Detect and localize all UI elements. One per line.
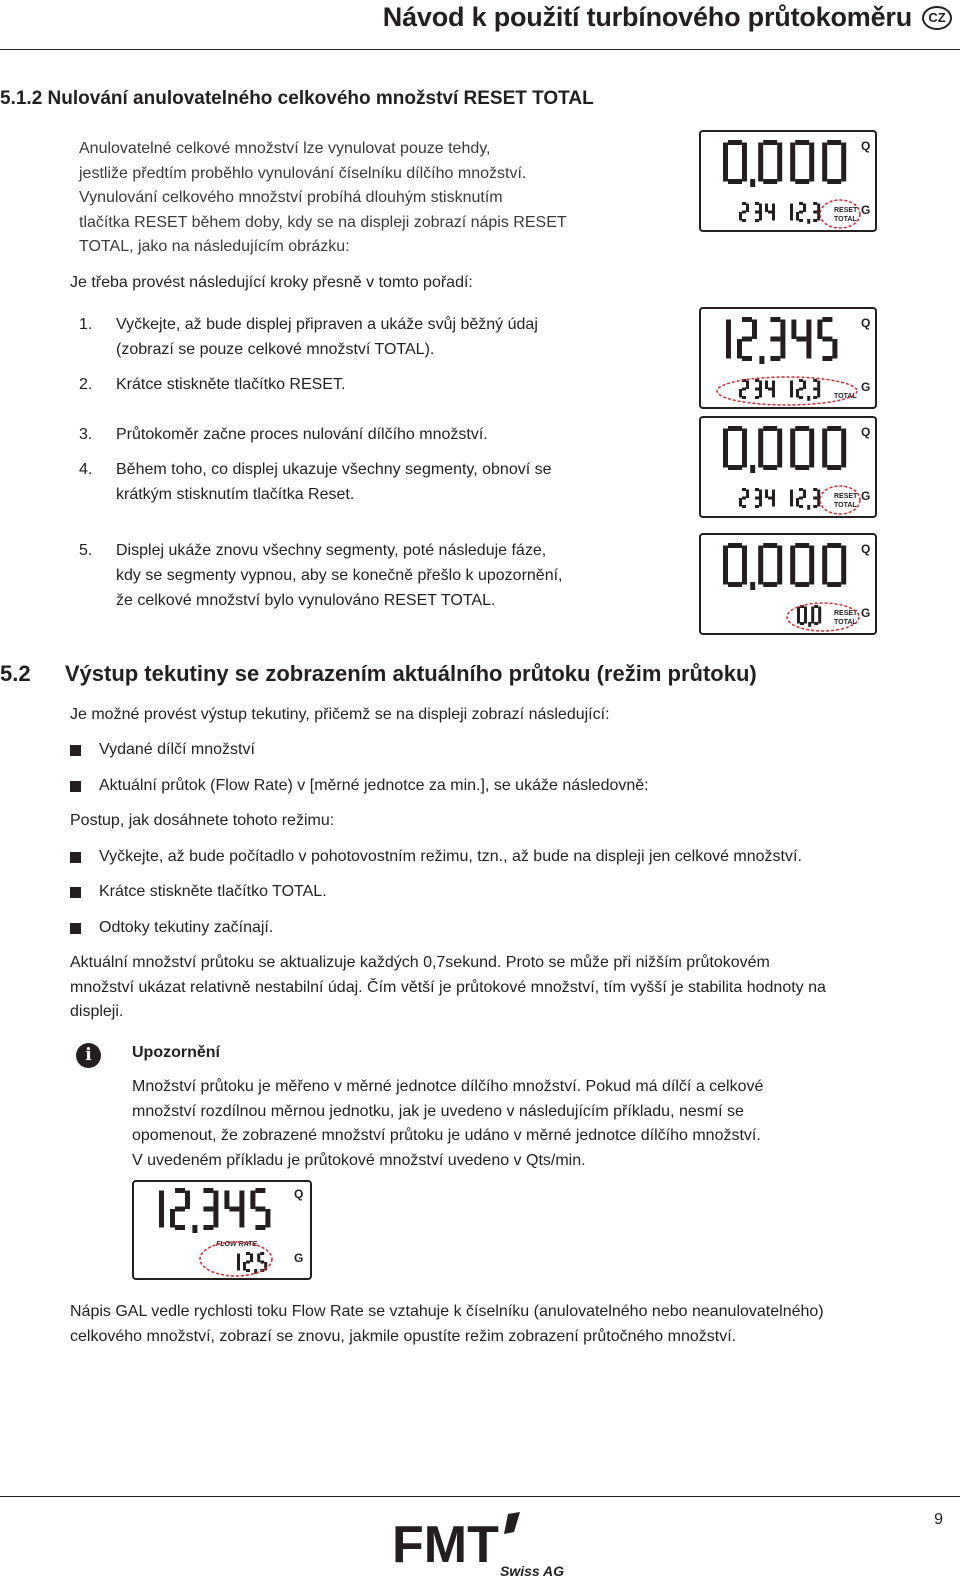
logo-subtext: Swiss AG <box>500 1563 565 1579</box>
lcd-digit <box>723 426 747 470</box>
steps-list <box>79 312 639 612</box>
lcd-unit-g: G <box>861 203 871 217</box>
lcd-digit <box>813 202 820 222</box>
step-item: 5. Displej ukáže znovu všechny segmenty, poté následuje fáze, kdy se segmenty vypnou, aby se konečně přešlo k upozornění, že celkové množství bylo vynulováno RESET TOTAL. <box>79 542 563 609</box>
lcd-tag-reset: RESET <box>834 493 858 500</box>
lcd-unit-q: Q <box>294 1187 304 1201</box>
lcd-tag-reset: RESET <box>834 207 858 214</box>
lcd-digit <box>822 543 846 587</box>
lcd-digit <box>755 488 762 508</box>
lcd-unit-q: Q <box>861 139 871 153</box>
lcd-unit-g: G <box>861 606 871 620</box>
logo-text: FMT <box>392 1516 499 1574</box>
update-paragraph: Aktuální množství průtoku se aktualizuje každých 0,7sekund. Proto se může při nižším průtokovém množství ukázat relativně nestabilní údaj. Čím větší je průtokové množství, tím vyšší je stabilita hodnoty na displeji. <box>70 954 826 1020</box>
lcd-tag-total: TOTAL <box>834 502 857 509</box>
lcd-digit <box>755 202 762 222</box>
lcd-flow-label: FLOW RATE <box>216 1241 258 1248</box>
lcd-tag-total: TOTAL <box>834 393 857 400</box>
lcd-digit <box>790 490 793 507</box>
lcd-digit <box>813 488 820 508</box>
lcd-digit <box>813 379 820 399</box>
lcd-comma <box>192 1225 197 1233</box>
lcd-digit <box>796 202 806 222</box>
bullet-item: Vydané dílčí množství <box>70 738 255 762</box>
lcd-digit <box>770 317 785 361</box>
note-body: Množství průtoku je měřeno v měrné jednotce dílčího množství. Pokud má dílčí a celkové množství rozdílnou měrnou jednotku, jak je uvedeno v následujícím příkladu, nesmí se opomenout, že zobrazené množství průtoku je udáno v měrné jednotce dílčího množství. V uvedeném příkladu je průtokové množství uvedeno v Qts/min. <box>132 1078 764 1169</box>
lcd-tag-total: TOTAL <box>834 619 857 626</box>
closing-paragraph: Nápis GAL vedle rychlosti toku Flow Rate se vztahuje k číselníku (anulovatelného nebo neanulovatelného) celkového množství, zobrazí se znovu, jakmile opustíte režim zobrazení průtočného množství. <box>70 1303 824 1345</box>
lcd-digit <box>796 379 806 399</box>
section-heading-5-1-2: 5.1.2 Nulování anulovatelného celkového množství RESET TOTAL <box>0 88 594 109</box>
language-badge: CZ <box>922 6 952 30</box>
section-heading-5-2: 5.2 Výstup tekutiny se zobrazením aktuálního průtoku (režim průtoku) <box>0 661 757 686</box>
lcd-digit <box>224 1191 244 1228</box>
section-5-2-intro: Je možné provést výstup tekutiny, přičemž se na displeji zobrazí následující: <box>70 706 610 723</box>
fmt-logo-graphic <box>392 1512 572 1582</box>
lcd-digit <box>790 140 814 184</box>
lcd-display-reset-segments <box>699 416 877 518</box>
lcd-digit <box>739 202 749 222</box>
lcd-unit-q: Q <box>861 542 871 556</box>
lcd-digit <box>237 1254 240 1271</box>
lcd-display-flow-rate <box>132 1180 312 1280</box>
header-divider <box>0 49 960 50</box>
lcd-digit <box>739 379 749 399</box>
step-item: 1. Vyčkejte, až bude displej připraven a ukáže svůj běžný údaj (zobrazí se pouze celkové množství TOTAL). <box>79 316 538 358</box>
page-header-title: Návod k použití turbínového průtokoměru <box>382 2 912 32</box>
intro-line: Anulovatelné celkové množství lze vynulovat pouze tehdy, <box>79 140 491 157</box>
intro-paragraph <box>79 137 567 260</box>
step-item: 3. Průtokoměr začne proces nulování dílčího množství. <box>79 426 488 443</box>
lcd-digit <box>755 379 762 399</box>
lcd-tag-reset: RESET <box>834 610 858 617</box>
lcd-digit <box>739 488 749 508</box>
lcd-digit <box>159 1191 164 1228</box>
page-number: 9 <box>934 1511 943 1528</box>
lcd-digit <box>811 605 821 625</box>
lcd-digit <box>822 426 846 470</box>
lcd-digit <box>726 320 731 359</box>
intro-line: Vynulování celkového množství probíhá dlouhým stisknutím <box>79 189 503 206</box>
intro-line: tlačítka RESET během doby, kdy se na displeji zobrazí nápis RESET <box>79 213 567 231</box>
highlight-circle <box>717 377 857 405</box>
lcd-comma <box>750 179 755 187</box>
lcd-digit <box>723 140 747 184</box>
lcd-comma <box>750 465 755 473</box>
lcd-digit <box>791 320 811 359</box>
lcd-comma <box>807 505 810 510</box>
lcd-digit <box>765 381 775 398</box>
lcd-display-reset-done <box>699 533 877 635</box>
lcd-unit-g: G <box>861 380 871 394</box>
bullet-item: Odtoky tekutiny začínají. <box>70 916 273 940</box>
lcd-digit <box>203 1188 218 1230</box>
lcd-digit <box>758 543 782 587</box>
lcd-digit <box>170 1188 190 1230</box>
lcd-digit <box>790 381 793 398</box>
lcd-digit <box>737 317 757 361</box>
bullet-item: Aktuální průtok (Flow Rate) v [měrné jednotce za min.], se ukáže následovně: <box>70 774 649 798</box>
lcd-display-reset-total <box>699 130 877 232</box>
lcd-unit-q: Q <box>861 425 871 439</box>
intro-line: jestliže předtím proběhlo vynulování číselníku dílčího množství. <box>79 164 527 182</box>
lcd-unit-g: G <box>294 1251 304 1265</box>
bullet-item: Krátce stiskněte tlačítko TOTAL. <box>70 880 327 904</box>
lcd-tag-total: TOTAL <box>834 216 857 223</box>
lcd-digit <box>765 204 775 221</box>
lcd-comma <box>807 396 810 401</box>
lcd-digit <box>790 543 814 587</box>
lcd-digit <box>790 204 793 221</box>
lcd-digit <box>243 1252 253 1272</box>
lcd-unit-q: Q <box>861 316 871 330</box>
bullet-item: Vyčkejte, až bude počítadlo v pohotovostním režimu, tzn., až bude na displeji jen celkové množství. <box>70 845 802 869</box>
info-icon: i <box>76 1043 101 1068</box>
step-item: 4. Během toho, co displej ukazuje všechny segmenty, obnoví se krátkým stisknutím tlačítka Reset. <box>79 461 552 503</box>
lcd-digit <box>817 317 837 361</box>
lcd-digit <box>765 490 775 507</box>
fmt-logo <box>392 1512 572 1587</box>
footer-divider <box>0 1496 960 1497</box>
lcd-unit-g: G <box>861 489 871 503</box>
steps-intro: Je třeba provést následující kroky přesně v tomto pořadí: <box>70 274 473 291</box>
lcd-digit <box>796 488 806 508</box>
highlight-circle <box>820 486 860 514</box>
note-title: Upozornění <box>132 1044 220 1061</box>
lcd-digit <box>822 140 846 184</box>
lcd-digit <box>250 1188 270 1230</box>
lcd-digit <box>758 140 782 184</box>
procedure-label: Postup, jak dosáhnete tohoto režimu: <box>70 812 335 829</box>
lcd-comma <box>759 356 764 364</box>
lcd-comma <box>807 219 810 224</box>
step-item: 2. Krátce stiskněte tlačítko RESET. <box>79 376 346 393</box>
lcd-comma <box>750 582 755 590</box>
highlight-circle <box>820 200 860 228</box>
intro-line: TOTAL, jako na následujícím obrázku: <box>79 238 350 255</box>
lcd-comma <box>808 622 811 627</box>
lcd-digit <box>723 543 747 587</box>
lcd-digit <box>790 426 814 470</box>
lcd-digit <box>797 605 807 625</box>
lcd-digit <box>758 426 782 470</box>
lcd-display-total <box>699 307 877 409</box>
